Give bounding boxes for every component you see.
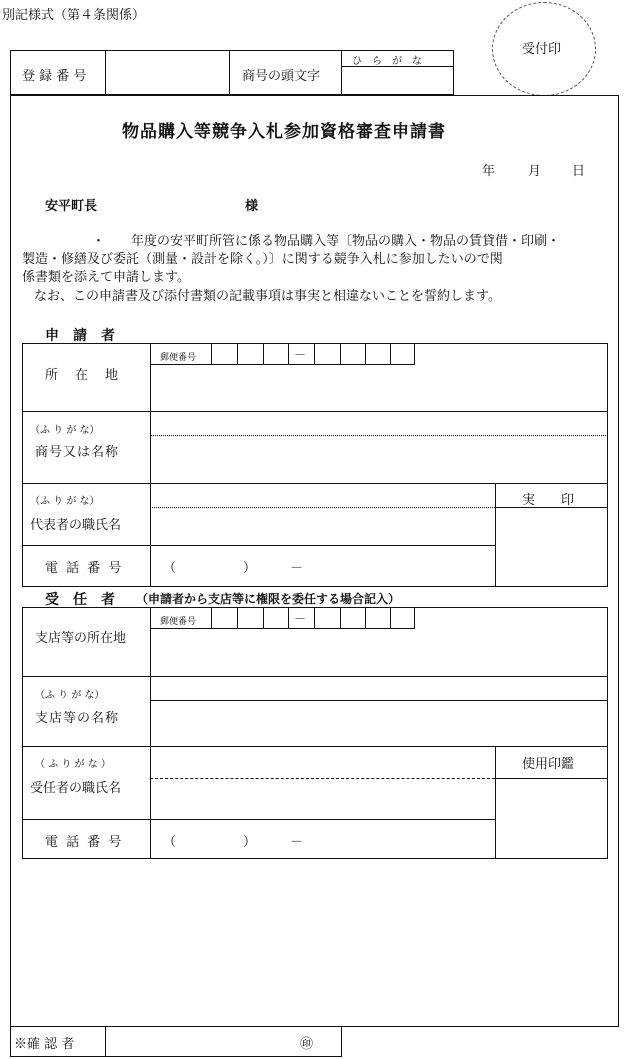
agent-branch-name-field[interactable] bbox=[151, 701, 607, 745]
agent-phone-close: ） bbox=[243, 835, 257, 850]
applicant-representative-field[interactable] bbox=[151, 509, 494, 544]
agent-seal-label: 使用印鑑 bbox=[522, 757, 575, 772]
agent-phone-dash: － bbox=[290, 835, 304, 850]
agent-postal-dash: － bbox=[294, 612, 307, 626]
agent-branch-name-label: 支店等の名称 bbox=[35, 711, 120, 726]
agent-address-field[interactable] bbox=[151, 630, 607, 675]
applicant-representative-furigana-field[interactable] bbox=[151, 484, 494, 506]
receipt-stamp-label: 受付印 bbox=[522, 42, 562, 57]
form-reference: 別記様式（第４条関係） bbox=[2, 8, 146, 23]
applicant-postal-label: 郵便番号 bbox=[160, 353, 197, 363]
applicant-company-name-field[interactable] bbox=[151, 437, 607, 482]
agent-seal-area[interactable] bbox=[496, 780, 607, 858]
applicant-heading: 申 請 者 bbox=[45, 328, 115, 344]
agent-representative-furigana-field[interactable] bbox=[151, 747, 494, 777]
agent-furigana-label-2: （ ふ り が な ） bbox=[35, 759, 111, 770]
applicant-phone-label: 電 話 番 号 bbox=[45, 561, 124, 576]
body-line-3: 係書類を添えて申請します。 bbox=[22, 270, 190, 285]
applicant-company-name-label: 商号又は名称 bbox=[35, 445, 120, 460]
applicant-seal-area[interactable] bbox=[496, 509, 607, 586]
applicant-company-furigana-field[interactable] bbox=[151, 412, 607, 434]
agent-representative-field[interactable] bbox=[151, 780, 494, 818]
trade-initial-field[interactable] bbox=[342, 67, 453, 94]
date-year: 年 bbox=[482, 164, 496, 179]
agent-phone-field[interactable] bbox=[151, 820, 494, 858]
agent-representative-label: 受任者の職氏名 bbox=[30, 781, 122, 796]
body-line-2: 製造・修繕及び委託（測量・設計を除く。）〕に関する競争入札に参加したいので関 bbox=[22, 252, 503, 267]
agent-phone-label: 電 話 番 号 bbox=[45, 835, 124, 850]
applicant-phone-open: （ bbox=[163, 561, 177, 576]
applicant-postal-dash: － bbox=[294, 348, 307, 362]
agent-heading: 受 任 者 bbox=[45, 592, 115, 608]
agent-heading-note: （申請者から支店等に権限を委任する場合記入） bbox=[136, 592, 401, 606]
applicant-phone-close: ） bbox=[243, 561, 257, 576]
agent-phone-open: （ bbox=[163, 835, 177, 850]
applicant-phone-dash: － bbox=[290, 561, 304, 576]
registration-number-field[interactable] bbox=[106, 51, 228, 94]
confirmer-seal-mark: ㊞ bbox=[300, 1037, 314, 1052]
addressee-name: 安平町長 bbox=[45, 199, 98, 214]
form-title: 物品購入等競争入札参加資格審査申請書 bbox=[122, 122, 446, 142]
applicant-seal-label: 実 印 bbox=[522, 493, 575, 508]
date-month: 月 bbox=[528, 164, 542, 179]
applicant-phone-field[interactable] bbox=[151, 546, 494, 586]
applicant-furigana-label-1: （ふ り が な） bbox=[30, 425, 100, 436]
agent-furigana-label-1: （ふ り が な） bbox=[35, 690, 105, 701]
body-line-1: ・ 年度の安平町所管に係る物品購入等〔物品の購入・物品の賃貸借・印刷・ bbox=[92, 234, 561, 249]
addressee-honorific: 様 bbox=[245, 199, 259, 214]
date-day: 日 bbox=[572, 164, 586, 179]
applicant-furigana-label-2: （ふ り が な） bbox=[30, 496, 100, 507]
body-line-4: なお、この申請書及び添付書類の記載事項は事実と相違ないことを誓約します。 bbox=[34, 289, 501, 304]
registration-number-label: 登 録 番 号 bbox=[22, 69, 87, 84]
applicant-representative-label: 代表者の職氏名 bbox=[30, 518, 122, 533]
applicant-address-label: 所 在 地 bbox=[45, 368, 121, 383]
confirmer-field[interactable] bbox=[106, 1027, 296, 1056]
applicant-address-field[interactable] bbox=[151, 366, 607, 410]
agent-postal-label: 郵便番号 bbox=[160, 617, 197, 627]
agent-address-label: 支店等の所在地 bbox=[35, 631, 127, 646]
trade-initial-label: 商号の頭文字 bbox=[242, 69, 321, 84]
confirmer-label: ※確 認 者 bbox=[14, 1037, 75, 1052]
hiragana-label: ひ ら が な bbox=[352, 56, 422, 67]
agent-branch-furigana-field[interactable] bbox=[151, 677, 607, 699]
